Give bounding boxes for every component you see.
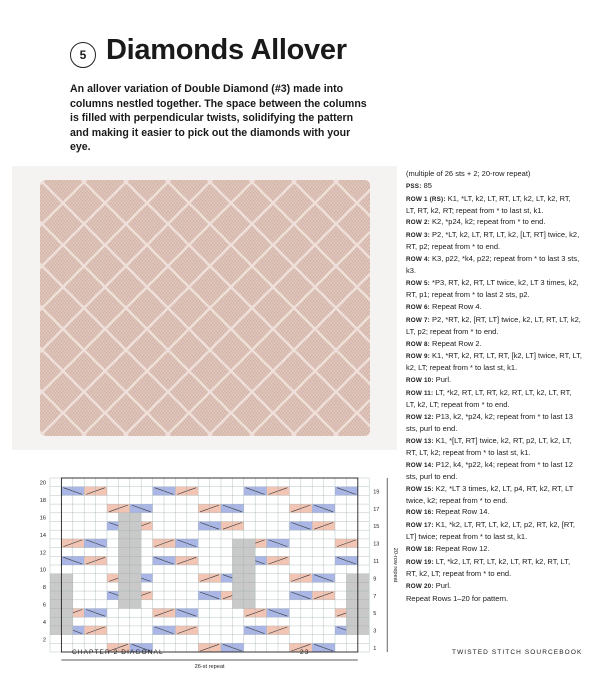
chart-row-number: 1	[373, 646, 377, 652]
pattern-row	[406, 543, 582, 555]
swatch-twist-line	[586, 180, 609, 436]
swatch-twist-line	[586, 180, 609, 436]
row-label: ROW 5:	[406, 279, 430, 287]
row-label: ROW 6:	[406, 303, 430, 311]
chart-row-number: 16	[39, 515, 46, 522]
pattern-row	[406, 483, 582, 506]
row-text: K1, *k2, LT, RT, LT, k2, LT, p2, RT, k2, [RT, LT] twice; repeat from * to last st, k1.	[406, 520, 575, 542]
chart-row-number: 15	[373, 524, 380, 531]
pattern-instructions	[406, 168, 582, 604]
chart-row-number: 6	[42, 602, 46, 609]
row-text: Repeat Row 4.	[429, 301, 482, 311]
chart-row-number: 11	[373, 559, 380, 565]
chart-row-number: 12	[39, 550, 46, 557]
pattern-row	[406, 556, 582, 579]
row-label: ROW 16:	[406, 509, 434, 517]
row-text: K1, *RT, k2, RT, LT, RT, [k2, LT] twice, RT, LT, k2, LT; repeat from * to last st, k1.	[406, 351, 582, 373]
row-text: Purl.	[433, 375, 452, 385]
chart-row-number: 7	[373, 593, 377, 600]
pss-value: 85	[423, 180, 432, 190]
row-label: ROW 19:	[406, 558, 434, 566]
pattern-row	[406, 374, 582, 386]
swatch-twist-line	[0, 180, 2, 436]
row-text: P13, k2, *p24, k2; repeat from * to last 13 sts, purl to end.	[406, 411, 573, 433]
pattern-row	[406, 435, 582, 458]
row-text: Repeat Row 14.	[433, 507, 490, 517]
swatch-photo	[12, 166, 397, 450]
row-label: ROW 13:	[406, 437, 434, 445]
pattern-row	[406, 459, 582, 482]
row-text: P12, k4, *p22, k4; repeat from * to last 12 sts, purl to end.	[406, 459, 573, 481]
chart-row-number: 8	[42, 585, 46, 592]
row-label: ROW 20:	[406, 582, 434, 590]
row-text: K2, *LT 3 times, k2, LT, p4, RT, k2, RT, LT twice, k2; repeat from * to end.	[406, 483, 574, 505]
pattern-row	[406, 350, 582, 373]
pss-line	[406, 180, 582, 192]
row-label: ROW 8:	[406, 340, 430, 348]
row-label: ROW 4:	[406, 256, 430, 264]
swatch-twist-line	[0, 180, 2, 436]
row-text: LT, *k2, LT, RT, LT, k2, LT, RT, k2, RT, LT, RT, k2, LT; repeat from * to end.	[406, 556, 571, 579]
row-label: ROW 1 (RS):	[406, 195, 446, 203]
chart-row-number: 5	[373, 611, 377, 618]
chart-row-number: 19	[373, 489, 380, 496]
row-text: P2, *LT, k2, LT, RT, LT, k2, [LT, RT] twice, k2, RT, p2; repeat from * to end.	[406, 230, 580, 252]
pattern-row	[406, 506, 582, 518]
row-label: ROW 10:	[406, 377, 434, 385]
footer-page-number: 23	[300, 649, 310, 656]
chart-row-number: 2	[42, 637, 46, 644]
chart-row-number: 13	[373, 541, 380, 548]
chart-row-number: 17	[373, 506, 380, 513]
pattern-row	[406, 519, 582, 542]
pattern-row	[406, 193, 582, 216]
chart-row-number: 10	[39, 567, 46, 574]
row-label: ROW 2:	[406, 219, 430, 227]
row-text: Purl.	[433, 580, 452, 590]
row-text: K1, *LT, k2, LT, RT, LT, k2, LT, k2, RT, LT, RT, k2, RT; repeat from * to last st, k1.	[406, 193, 571, 215]
pattern-row	[406, 580, 582, 592]
row-text: *P3, RT, k2, RT, LT twice, k2, LT 3 times, k2, RT, p1; repeat from * to last 2 sts, p2.	[406, 277, 579, 300]
chart-row-number: 9	[373, 576, 377, 583]
row-label: ROW 18:	[406, 546, 434, 554]
intro-paragraph: An allover variation of Double Diamond (#3) made into columns nestled together. The space between the columns is filled with perpendicular twists, solidifying the pattern and making it easier to pick out the diamonds with your eye.	[70, 83, 367, 154]
row-repeat-label: 20-row repeat	[392, 547, 399, 583]
row-text: Repeat Row 2.	[429, 338, 482, 348]
pattern-row	[406, 253, 582, 276]
pattern-multiple: (multiple of 26 sts + 2; 20-row repeat)	[406, 169, 531, 178]
page-title: Diamonds Allover	[106, 34, 347, 66]
pattern-row	[406, 277, 582, 300]
swatch-twist-line	[0, 180, 44, 436]
pattern-number-badge: 5	[70, 42, 96, 68]
pattern-row	[406, 301, 582, 313]
row-label: ROW 3:	[406, 232, 430, 240]
pss-label: PSS:	[406, 182, 422, 190]
row-label: ROW 11:	[406, 389, 434, 397]
row-text: K3, p22, *k4, p22; repeat from * to last 3 sts, k3.	[406, 254, 580, 276]
row-text: Repeat Row 12.	[433, 544, 490, 554]
pattern-row	[406, 216, 582, 228]
footer-book-title: TWISTED STITCH SOURCEBOOK	[452, 649, 583, 656]
row-label: ROW 14:	[406, 461, 434, 469]
footer-chapter: CHAPTER 2 DIAGONAL	[72, 649, 164, 656]
row-text: LT, *k2, RT, LT, RT, k2, RT, LT, k2, LT, RT, LT, k2, LT; repeat from * to end.	[406, 387, 572, 410]
stitch-repeat-label: 26-st repeat	[194, 664, 225, 670]
chart-row-number: 4	[42, 619, 46, 626]
row-text: K2, *p24, k2; repeat from * to end.	[429, 217, 546, 227]
chart-row-number: 14	[39, 532, 46, 539]
row-label: ROW 15:	[406, 485, 434, 493]
pattern-row	[406, 387, 582, 410]
chart-row-number: 18	[39, 498, 46, 505]
row-label: ROW 17:	[406, 522, 434, 530]
chart-row-number: 20	[39, 480, 46, 487]
row-text: P2, *RT, k2, [RT, LT] twice, k2, LT, RT, LT, k2, LT, p2; repeat from * to end.	[406, 314, 581, 336]
pattern-row	[406, 338, 582, 350]
pattern-row	[406, 411, 582, 434]
pattern-row	[406, 229, 582, 252]
chart-row-number: 3	[373, 628, 377, 635]
swatch-twist-line	[0, 180, 44, 436]
row-label: ROW 9:	[406, 353, 430, 361]
pattern-row	[406, 314, 582, 337]
pattern-closing: Repeat Rows 1–20 for pattern.	[406, 593, 509, 603]
row-label: ROW 12:	[406, 413, 434, 421]
row-text: K1, *[LT, RT] twice, k2, RT, p2, LT, k2, LT, RT, LT, k2; repeat from * to last st, k1.	[406, 435, 572, 457]
row-label: ROW 7:	[406, 316, 430, 324]
